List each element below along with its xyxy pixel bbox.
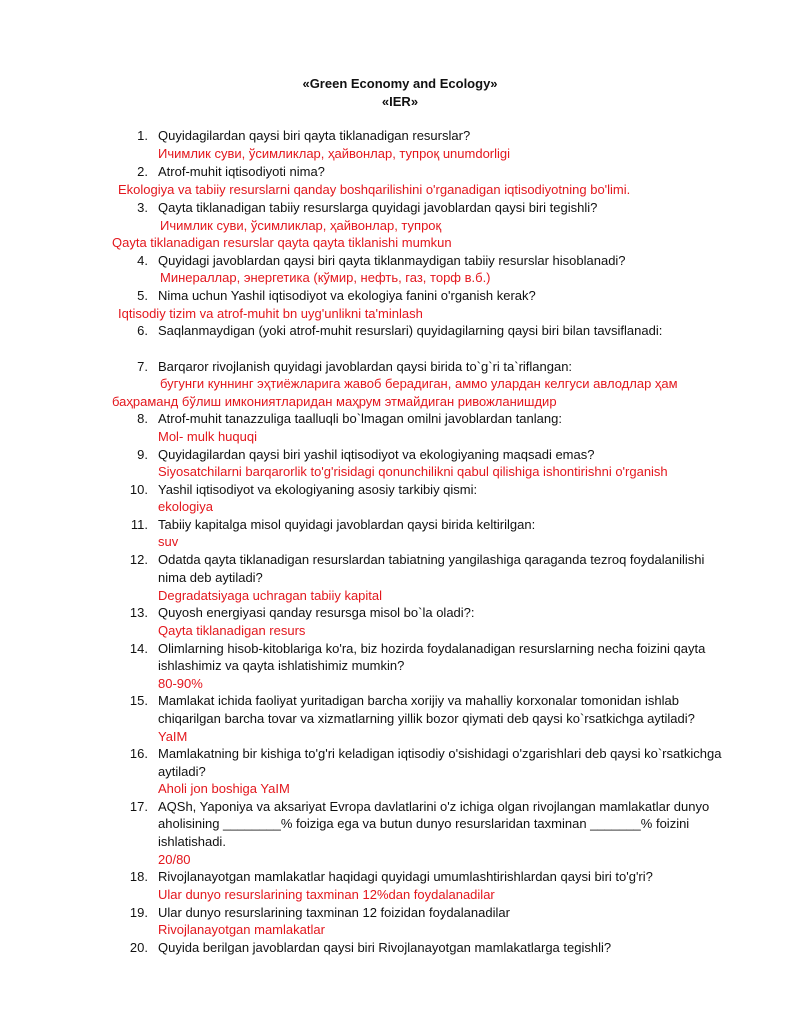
answer-text: Qayta tiklanadigan resurslar qayta qayta tiklanishi mumkun — [112, 235, 452, 250]
question-text: Yashil iqtisodiyot va ekologiyaning asosiy tarkibiy qismi: — [158, 482, 478, 497]
answer-text: Iqtisodiy tizim va atrof-muhit bn uyg'unlikni ta'minlash — [118, 306, 423, 321]
answer-text: YaIM — [158, 729, 188, 744]
question-text: AQSh, Yaponiya va aksariyat Evropa davlatlarini o'z ichiga olgan rivojlangan mamlakatlar dunyo — [158, 799, 710, 814]
answer-text: бугунги куннинг эҳтиёжларига жавоб берадиган, аммо улардан келгуси авлодлар ҳам — [160, 376, 678, 391]
question-number: 4. — [137, 253, 148, 268]
answer-text: Ular dunyo resurslarining taxminan 12%dan foydalanadilar — [158, 887, 495, 902]
answer-text: 20/80 — [158, 852, 191, 867]
answer-text: Ичимлик суви, ўсимликлар, ҳайвонлар, тупроқ unumdorligi — [158, 146, 511, 161]
question-text: Nima uchun Yashil iqtisodiyot va ekologiya fanini o'rganish kerak? — [158, 288, 536, 303]
question-text: Atrof-muhit iqtisodiyoti nima? — [158, 164, 325, 179]
document-title: «Green Economy and Ecology» — [302, 76, 498, 91]
answer-text: Mol- mulk huquqi — [158, 429, 257, 444]
question-number: 19. — [129, 905, 148, 920]
question-number: 17. — [129, 799, 148, 814]
question-text: ishlashimiz va qayta ishlatishimiz mumkin? — [158, 658, 405, 673]
question-text: Olimlarning hisob-kitoblariga ko'ra, biz hozirda foydalanadigan resurslarning necha foizini qayta — [158, 641, 706, 656]
question-number: 9. — [137, 447, 148, 462]
question-number: 12. — [129, 552, 148, 567]
question-text: chiqarilgan barcha tovar va xizmatlarning yillik bozor qiymati deb qaysi ko`rsatkichga aytiladi? — [158, 711, 695, 726]
question-number: 1. — [137, 128, 148, 143]
question-text: nima deb aytiladi? — [158, 570, 263, 585]
question-text: ishlatishadi. — [158, 834, 226, 849]
question-number: 13. — [129, 605, 148, 620]
answer-text: Минераллар, энергетика (кўмир, нефть, газ, торф в.б.) — [160, 270, 491, 285]
question-text: Tabiiy kapitalga misol quyidagi javoblardan qaysi birida keltirilgan: — [158, 517, 536, 532]
question-number: 14. — [129, 641, 148, 656]
question-text: aytiladi? — [158, 764, 206, 779]
question-number: 20. — [129, 940, 148, 955]
answer-text: баҳраманд бўлиш имкониятларидан маҳрум этмайдиган ривожланишдир — [112, 394, 557, 409]
question-number: 11. — [130, 517, 148, 532]
question-number: 6. — [137, 323, 148, 338]
question-text: Rivojlanayotgan mamlakatlar haqidagi quyidagi umumlashtirishlardan qaysi biri to'g'ri? — [158, 869, 653, 884]
question-text: Quyidagilardan qaysi biri yashil iqtisodiyot va ekologiyaning maqsadi emas? — [158, 447, 595, 462]
answer-text: Rivojlanayotgan mamlakatlar — [158, 922, 325, 937]
answer-text: Ekologiya va tabiiy resurslarni qanday boshqarilishini o'rganadigan iqtisodiyotning bo'limi. — [118, 182, 631, 197]
question-text: Barqaror rivojlanish quyidagi javoblardan qaysi birida to`g`ri ta`riflangan: — [158, 359, 573, 374]
question-text: Qayta tiklanadigan tabiiy resurslarga quyidagi javoblardan qaysi biri tegishli? — [158, 200, 598, 215]
answer-text: Aholi jon boshiga YaIM — [158, 781, 290, 796]
answer-text: Ичимлик суви, ўсимликлар, ҳайвонлар, тупроқ — [160, 218, 442, 233]
answer-text: Degradatsiyaga uchragan tabiiy kapital — [158, 588, 383, 603]
question-text: Ular dunyo resurslarining taxminan 12 foizidan foydalanadilar — [158, 905, 510, 920]
question-text: Mamlakatning bir kishiga to'g'ri keladigan iqtisodiy o'sishidagi o'zgarishlari deb qaysi ko`rsatkichga — [158, 746, 722, 761]
question-number: 3. — [137, 200, 148, 215]
question-text: Mamlakat ichida faoliyat yuritadigan barcha xorijiy va mahalliy korxonalar tomonidan ishlab — [158, 693, 679, 708]
question-number: 5. — [137, 288, 148, 303]
question-number: 16. — [129, 746, 148, 761]
answer-text: 80-90% — [158, 676, 203, 691]
question-text: Quyidagi javoblardan qaysi biri qayta tiklanmaydigan tabiiy resurslar hisoblanadi? — [158, 253, 626, 268]
question-text: Quyosh energiyasi qanday resursga misol bo`la oladi?: — [158, 605, 475, 620]
question-text: Quyida berilgan javoblardan qaysi biri Rivojlanayotgan mamlakatlarga tegishli? — [158, 940, 612, 955]
answer-text: suv — [158, 534, 179, 549]
question-text: Saqlanmaydigan (yoki atrof-muhit resurslari) quyidagilarning qaysi biri bilan tavsiflanadi: — [158, 323, 663, 338]
question-text: Quyidagilardan qaysi biri qayta tiklanadigan resurslar? — [158, 128, 471, 143]
question-text: Odatda qayta tiklanadigan resurslardan tabiatning yangilashiga qaraganda tezroq foydalanilishi — [158, 552, 705, 567]
question-number: 18. — [129, 869, 148, 884]
question-number: 15. — [129, 693, 148, 708]
question-number: 2. — [137, 164, 148, 179]
question-number: 7. — [137, 359, 148, 374]
question-text: aholisining ________% foiziga ega va butun dunyo resurslaridan taxminan _______% foizini — [158, 816, 690, 831]
answer-text: Qayta tiklanadigan resurs — [158, 623, 306, 638]
question-text: Atrof-muhit tanazzuliga taalluqli bo`lmagan omilni javoblardan tanlang: — [158, 411, 562, 426]
document-subtitle: «IER» — [381, 94, 419, 109]
question-number: 8. — [137, 411, 148, 426]
answer-text: Siyosatchilarni barqarorlik to'g'risidagi qonunchilikni qabul qilishiga ishontirishni o'rganish — [158, 464, 668, 479]
question-number: 10. — [129, 482, 148, 497]
answer-text: ekologiya — [158, 499, 213, 514]
